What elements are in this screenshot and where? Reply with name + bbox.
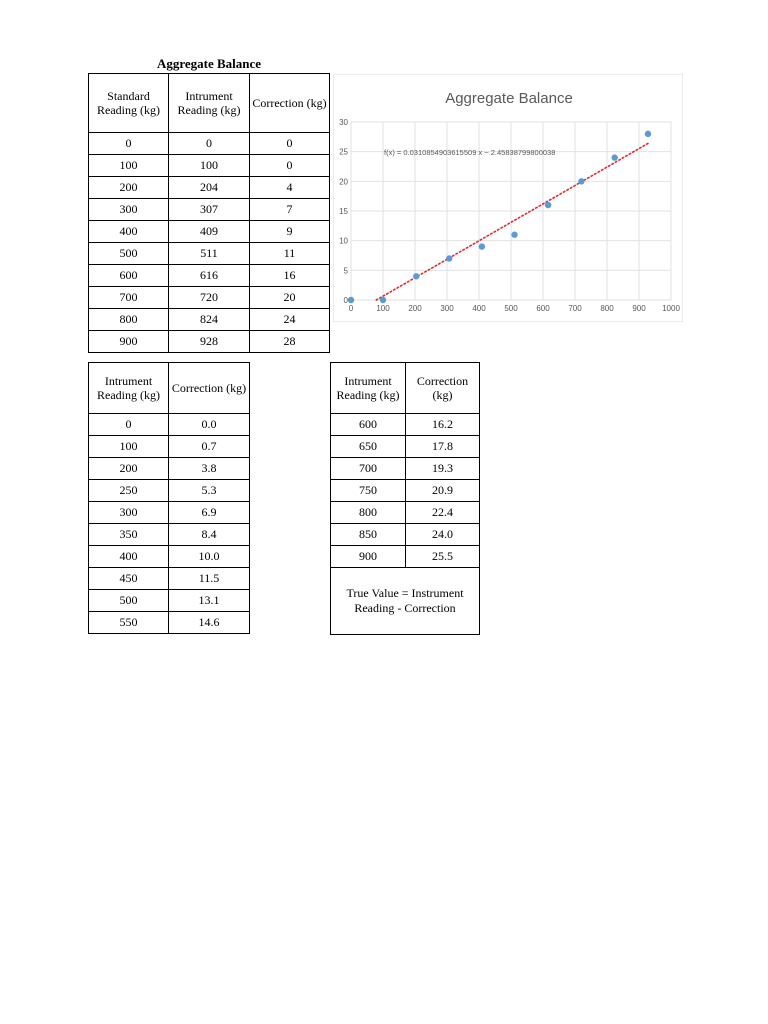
table-cell: 22.4 <box>406 502 480 524</box>
table-cell: 800 <box>89 309 169 331</box>
table-cell: 8.4 <box>169 524 250 546</box>
table-cell: 204 <box>169 177 250 199</box>
true-value-note: True Value = Instrument Reading - Correction <box>331 568 480 635</box>
table-cell: 28 <box>250 331 330 353</box>
table-cell: 0 <box>250 155 330 177</box>
table-cell: 0 <box>89 133 169 155</box>
x-tick-label: 100 <box>376 304 390 313</box>
table-cell: 19.3 <box>406 458 480 480</box>
table-cell: 5.3 <box>169 480 250 502</box>
table-row <box>89 458 250 480</box>
table-row <box>89 480 250 502</box>
y-tick-label: 25 <box>339 147 348 157</box>
table-header-row <box>89 74 330 133</box>
table-row <box>89 546 250 568</box>
table-cell: 0 <box>169 133 250 155</box>
table-cell: 550 <box>89 612 169 634</box>
table-cell: 100 <box>89 155 169 177</box>
data-point <box>511 232 517 238</box>
calibration-table <box>88 73 330 353</box>
data-point <box>446 255 452 261</box>
document-title: Aggregate Balance <box>156 56 262 71</box>
table-cell: 250 <box>89 480 169 502</box>
table-row <box>89 436 250 458</box>
table-cell: 20 <box>250 287 330 309</box>
table-cell: 200 <box>89 458 169 480</box>
table-cell: 25.5 <box>406 546 480 568</box>
table-row <box>89 221 330 243</box>
data-point <box>611 154 617 160</box>
table-cell: 824 <box>169 309 250 331</box>
table-cell: 300 <box>89 199 169 221</box>
data-point <box>479 243 485 249</box>
table-row <box>331 436 480 458</box>
table-cell: 800 <box>331 502 406 524</box>
table-cell: 4 <box>250 177 330 199</box>
column-header: Correction (kg) <box>169 363 250 414</box>
table-cell: 24.0 <box>406 524 480 546</box>
table-cell: 450 <box>89 568 169 590</box>
x-tick-label: 1000 <box>662 304 680 313</box>
table-cell: 928 <box>169 331 250 353</box>
table-cell: 17.8 <box>406 436 480 458</box>
table-row <box>89 199 330 221</box>
table-row <box>89 568 250 590</box>
table-cell: 13.1 <box>169 590 250 612</box>
table-cell: 10.0 <box>169 546 250 568</box>
y-tick-label: 5 <box>343 266 348 276</box>
x-tick-label: 300 <box>440 304 454 313</box>
x-tick-label: 700 <box>568 304 582 313</box>
chart-svg <box>333 74 683 322</box>
table-row <box>331 480 480 502</box>
table-cell: 750 <box>331 480 406 502</box>
y-tick-label: 10 <box>339 236 348 246</box>
data-point <box>578 178 584 184</box>
table-header-row <box>331 363 480 414</box>
x-tick-label: 200 <box>408 304 422 313</box>
column-header: Correction (kg) <box>406 363 480 414</box>
table-cell: 720 <box>169 287 250 309</box>
x-tick-label: 600 <box>536 304 550 313</box>
table-row <box>89 177 330 199</box>
table-cell: 511 <box>169 243 250 265</box>
table-cell: 300 <box>89 502 169 524</box>
y-tick-label: 0 <box>343 296 348 305</box>
x-tick-label: 900 <box>632 304 646 313</box>
table-cell: 350 <box>89 524 169 546</box>
table-cell: 650 <box>331 436 406 458</box>
data-point <box>545 202 551 208</box>
table-cell: 14.6 <box>169 612 250 634</box>
table-row <box>89 243 330 265</box>
table-cell: 7 <box>250 199 330 221</box>
chart-title: Aggregate Balance <box>445 90 573 107</box>
table-row <box>89 133 330 155</box>
table-cell: 409 <box>169 221 250 243</box>
table-cell: 100 <box>169 155 250 177</box>
table-cell: 9 <box>250 221 330 243</box>
x-tick-label: 400 <box>472 304 486 313</box>
table-cell: 850 <box>331 524 406 546</box>
y-tick-label: 30 <box>339 118 348 127</box>
column-header: Intrument Reading (kg) <box>89 363 169 414</box>
table-row <box>89 287 330 309</box>
table-cell: 400 <box>89 221 169 243</box>
y-tick-label: 20 <box>339 177 348 187</box>
x-tick-label: 0 <box>348 304 354 313</box>
table-cell: 16 <box>250 265 330 287</box>
column-header: Correction (kg) <box>250 74 330 133</box>
table-row <box>89 524 250 546</box>
table-row <box>89 155 330 177</box>
table-cell: 307 <box>169 199 250 221</box>
table-cell: 500 <box>89 590 169 612</box>
table-cell: 20.9 <box>406 480 480 502</box>
column-header: Intrument Reading (kg) <box>331 363 406 414</box>
chart-frame <box>333 74 683 322</box>
table-cell: 0 <box>250 133 330 155</box>
table-cell: 200 <box>89 177 169 199</box>
table-cell: 3.8 <box>169 458 250 480</box>
table-row <box>331 546 480 568</box>
table-cell: 616 <box>169 265 250 287</box>
data-point <box>380 297 386 303</box>
table-cell: 600 <box>89 265 169 287</box>
table-row <box>89 590 250 612</box>
column-header: Standard Reading (kg) <box>89 74 169 133</box>
table-cell: 500 <box>89 243 169 265</box>
table-row <box>89 502 250 524</box>
data-point <box>413 273 419 279</box>
table-row <box>331 414 480 436</box>
column-header: Intrument Reading (kg) <box>169 74 250 133</box>
data-point <box>645 131 651 137</box>
table-row <box>89 265 330 287</box>
table-cell: 0.0 <box>169 414 250 436</box>
table-cell: 6.9 <box>169 502 250 524</box>
x-tick-label: 500 <box>504 304 518 313</box>
table-cell: 0.7 <box>169 436 250 458</box>
trendline-equation: f(x) = 0.0310854903615509 x − 2.45838799800038 <box>384 148 556 157</box>
note-row <box>331 568 480 635</box>
table-cell: 600 <box>331 414 406 436</box>
table-cell: 11 <box>250 243 330 265</box>
table-row <box>331 502 480 524</box>
table-row <box>89 612 250 634</box>
table-row <box>89 414 250 436</box>
table-row <box>331 458 480 480</box>
y-tick-label: 15 <box>339 207 348 216</box>
x-tick-label: 800 <box>600 304 614 313</box>
table-cell: 0 <box>89 414 169 436</box>
table-row <box>331 524 480 546</box>
data-point <box>348 297 354 303</box>
table-row <box>89 331 330 353</box>
table-cell: 400 <box>89 546 169 568</box>
aggregate-balance-chart <box>333 74 683 322</box>
table-row <box>89 309 330 331</box>
table-cell: 700 <box>89 287 169 309</box>
table-cell: 24 <box>250 309 330 331</box>
table-cell: 900 <box>331 546 406 568</box>
table-cell: 16.2 <box>406 414 480 436</box>
table-cell: 900 <box>89 331 169 353</box>
table-cell: 700 <box>331 458 406 480</box>
table-cell: 100 <box>89 436 169 458</box>
table-header-row <box>89 363 250 414</box>
correction-table-left <box>88 362 250 634</box>
correction-table-right <box>330 362 480 635</box>
table-cell: 11.5 <box>169 568 250 590</box>
